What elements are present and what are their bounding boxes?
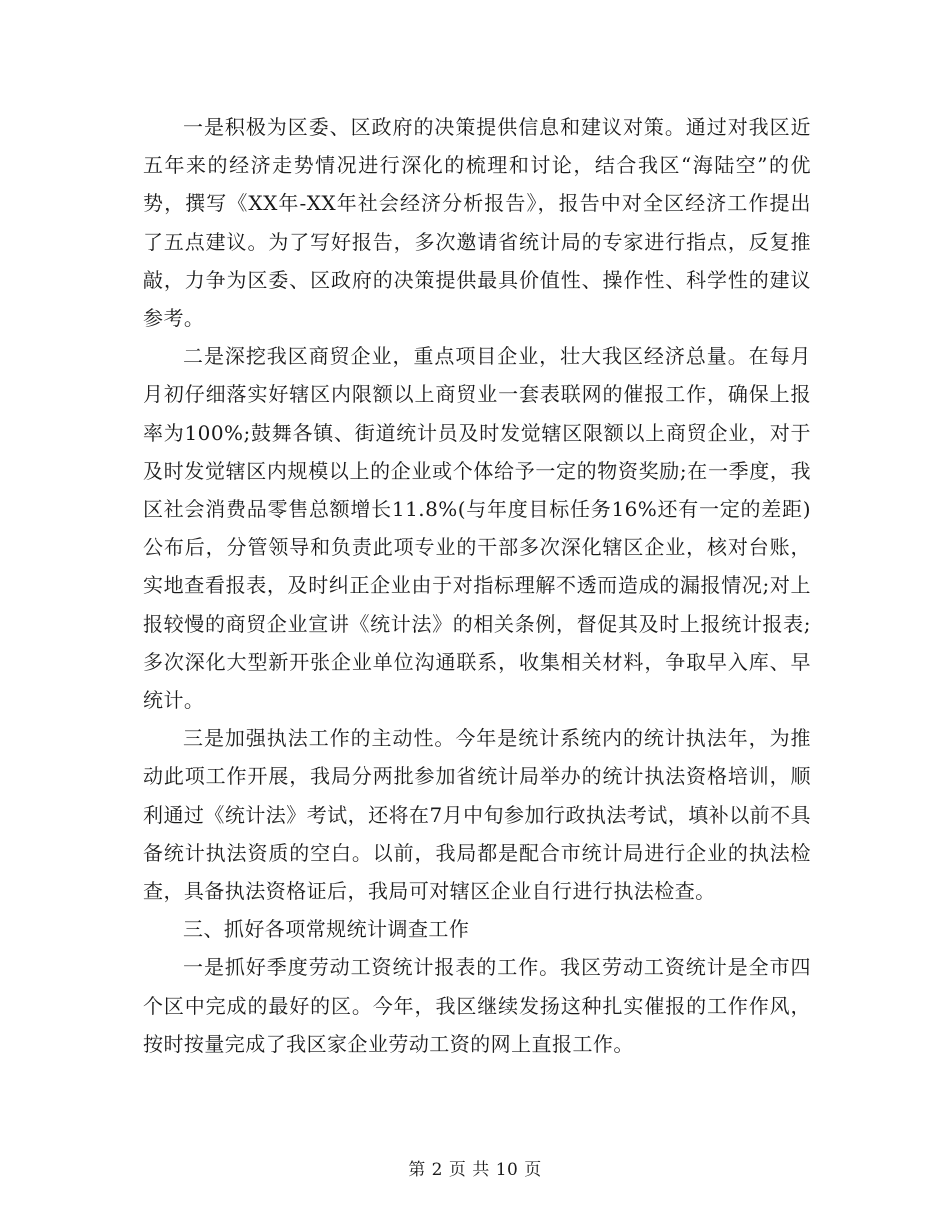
paragraph-decision-support: 一是积极为区委、区政府的决策提供信息和建议对策。通过对我区近五年来的经济走势情况进行深化的梳理和讨论，结合我区“海陆空”的优势，撰写《XX年-XX年社会经济分析报告》，报告中对全区经济工作提出了五点建议。为了写好报告，多次邀请省统计局的专家进行指点，反复推敲，力争为区委、区政府的决策提供最具价值性、操作性、科学性的建议参考。 <box>143 115 811 331</box>
document-body <box>143 108 811 1063</box>
page-footer <box>0 1155 950 1180</box>
paragraph-labor-wage-reports: 一是抓好季度劳动工资统计报表的工作。我区劳动工资统计是全市四个区中完成的最好的区。今年，我区继续发扬这种扎实催报的工作作风，按时按量完成了我区家企业劳动工资的网上直报工作。 <box>143 955 811 1056</box>
page-number: 第 2 页 共 10 页 <box>408 1160 542 1180</box>
section-heading-routine-surveys: 三、抓好各项常规统计调查工作 <box>183 917 470 942</box>
paragraph-commerce-enterprises: 二是深挖我区商贸企业，重点项目企业，壮大我区经济总量。在每月月初仔细落实好辖区内限额以上商贸业一套表联网的催报工作，确保上报率为100%;鼓舞各镇、街道统计员及时发觉辖区限额以上商贸企业，对于及时发觉辖区内规模以上的企业或个体给予一定的物资奖励;在一季度，我区社会消费品零售总额增长11.8%(与年度目标任务16%还有一定的差距)公布后，分管领导和负责此项专业的干部多次深化辖区企业，核对台账，实地查看报表，及时纠正企业由于对指标理解不透而造成的漏报情况;对上报较慢的商贸企业宣讲《统计法》的相关条例，督促其及时上报统计报表;多次深化大型新开张企业单位沟通联系，收集相关材料，争取早入库、早统计。 <box>143 344 811 713</box>
paragraph-law-enforcement: 三是加强执法工作的主动性。今年是统计系统内的统计执法年，为推动此项工作开展，我局分两批参加省统计局举办的统计执法资格培训，顺利通过《统计法》考试，还将在7月中旬参加行政执法考试，填补以前不具备统计执法资质的空白。以前，我局都是配合市统计局进行企业的执法检查，具备执法资格证后，我局可对辖区企业自行进行执法检查。 <box>143 726 811 904</box>
